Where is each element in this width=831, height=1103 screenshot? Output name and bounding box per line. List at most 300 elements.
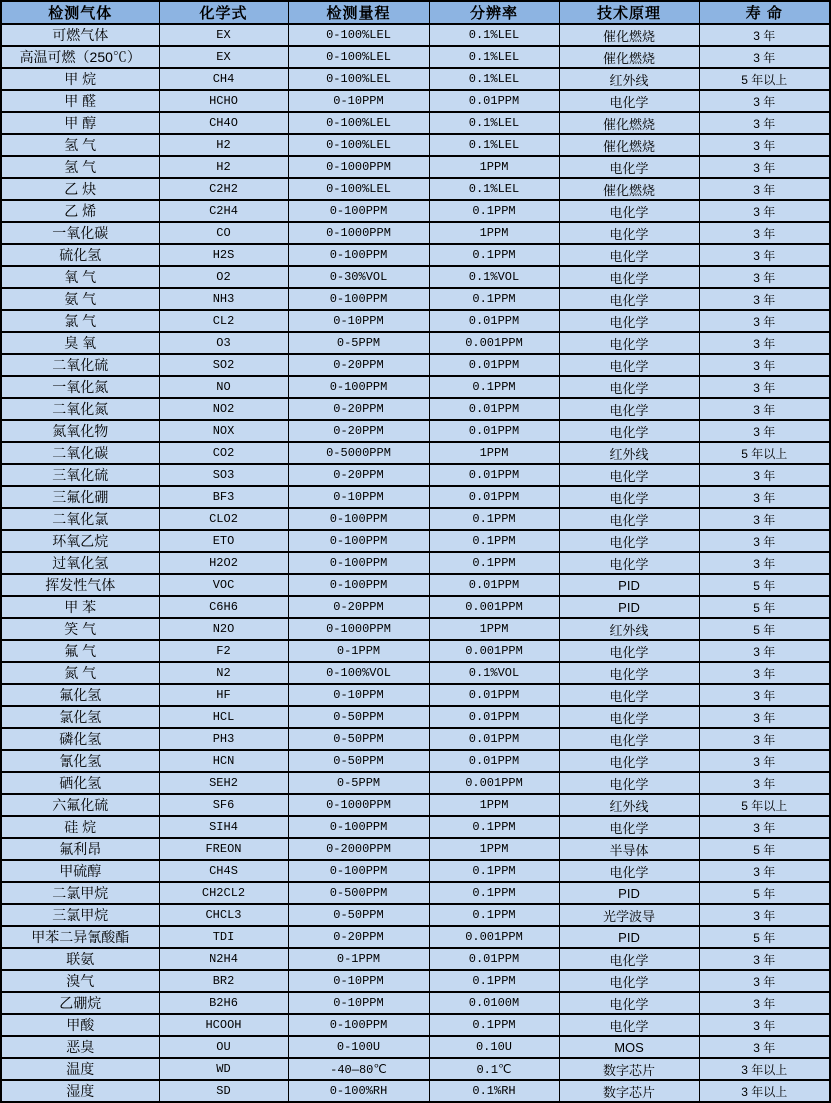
table-row xyxy=(1,838,830,860)
resolution-cell: 0.001PPM xyxy=(429,640,559,662)
lifespan-cell: 3 年 xyxy=(699,398,830,420)
gas-name-cell: 乙硼烷 xyxy=(1,992,159,1014)
resolution-cell: 0.01PPM xyxy=(429,948,559,970)
column-header-lifespan: 寿 命 xyxy=(699,1,830,24)
principle-cell: 催化燃烧 xyxy=(559,24,699,46)
range-cell: 0-50PPM xyxy=(288,904,429,926)
gas-name-cell: 恶臭 xyxy=(1,1036,159,1058)
formula-cell: EX xyxy=(159,46,288,68)
lifespan-cell: 3 年 xyxy=(699,24,830,46)
resolution-cell: 0.01PPM xyxy=(429,310,559,332)
table-row xyxy=(1,244,830,266)
range-cell: 0-5PPM xyxy=(288,332,429,354)
resolution-cell: 0.01PPM xyxy=(429,574,559,596)
gas-name-cell: 臭 氧 xyxy=(1,332,159,354)
lifespan-cell: 3 年 xyxy=(699,904,830,926)
formula-cell: CH4O xyxy=(159,112,288,134)
principle-cell: 光学波导 xyxy=(559,904,699,926)
table-row xyxy=(1,486,830,508)
formula-cell: N2 xyxy=(159,662,288,684)
gas-name-cell: 甲 苯 xyxy=(1,596,159,618)
gas-name-cell: 氯 气 xyxy=(1,310,159,332)
lifespan-cell: 5 年以上 xyxy=(699,68,830,90)
lifespan-cell: 3 年 xyxy=(699,816,830,838)
table-row xyxy=(1,904,830,926)
principle-cell: 红外线 xyxy=(559,442,699,464)
principle-cell: 电化学 xyxy=(559,420,699,442)
range-cell: 0-20PPM xyxy=(288,464,429,486)
table-row xyxy=(1,816,830,838)
gas-name-cell: 氟 气 xyxy=(1,640,159,662)
formula-cell: CH4 xyxy=(159,68,288,90)
table-row xyxy=(1,794,830,816)
formula-cell: N2O xyxy=(159,618,288,640)
lifespan-cell: 3 年 xyxy=(699,376,830,398)
principle-cell: 电化学 xyxy=(559,398,699,420)
formula-cell: H2 xyxy=(159,156,288,178)
formula-cell: NO2 xyxy=(159,398,288,420)
resolution-cell: 0.1PPM xyxy=(429,816,559,838)
formula-cell: WD xyxy=(159,1058,288,1080)
range-cell: 0-100%LEL xyxy=(288,46,429,68)
principle-cell: PID xyxy=(559,574,699,596)
range-cell: 0-100PPM xyxy=(288,530,429,552)
principle-cell: PID xyxy=(559,882,699,904)
gas-name-cell: 氢 气 xyxy=(1,134,159,156)
formula-cell: CL2 xyxy=(159,310,288,332)
table-row xyxy=(1,926,830,948)
principle-cell: 催化燃烧 xyxy=(559,134,699,156)
formula-cell: O3 xyxy=(159,332,288,354)
gas-name-cell: 氮 气 xyxy=(1,662,159,684)
table-row xyxy=(1,398,830,420)
lifespan-cell: 3 年以上 xyxy=(699,1058,830,1080)
lifespan-cell: 3 年 xyxy=(699,750,830,772)
resolution-cell: 0.01PPM xyxy=(429,486,559,508)
table-row xyxy=(1,420,830,442)
resolution-cell: 1PPM xyxy=(429,442,559,464)
range-cell: 0-20PPM xyxy=(288,926,429,948)
resolution-cell: 0.1PPM xyxy=(429,882,559,904)
gas-name-cell: 三氟化硼 xyxy=(1,486,159,508)
lifespan-cell: 3 年 xyxy=(699,332,830,354)
table-row xyxy=(1,750,830,772)
range-cell: 0-5PPM xyxy=(288,772,429,794)
principle-cell: 电化学 xyxy=(559,266,699,288)
gas-name-cell: 氰化氢 xyxy=(1,750,159,772)
formula-cell: C6H6 xyxy=(159,596,288,618)
gas-name-cell: 温度 xyxy=(1,1058,159,1080)
resolution-cell: 0.1PPM xyxy=(429,1014,559,1036)
table-row xyxy=(1,618,830,640)
lifespan-cell: 3 年 xyxy=(699,728,830,750)
formula-cell: BF3 xyxy=(159,486,288,508)
table-row xyxy=(1,332,830,354)
resolution-cell: 0.1PPM xyxy=(429,530,559,552)
gas-name-cell: 氯化氢 xyxy=(1,706,159,728)
range-cell: 0-10PPM xyxy=(288,684,429,706)
gas-name-cell: 氧 气 xyxy=(1,266,159,288)
table-body xyxy=(1,24,830,1102)
formula-cell: SO3 xyxy=(159,464,288,486)
formula-cell: CO xyxy=(159,222,288,244)
formula-cell: C2H2 xyxy=(159,178,288,200)
gas-name-cell: 一氧化碳 xyxy=(1,222,159,244)
principle-cell: 电化学 xyxy=(559,486,699,508)
lifespan-cell: 3 年 xyxy=(699,552,830,574)
principle-cell: 电化学 xyxy=(559,728,699,750)
range-cell: 0-2000PPM xyxy=(288,838,429,860)
formula-cell: HCN xyxy=(159,750,288,772)
formula-cell: PH3 xyxy=(159,728,288,750)
table-row xyxy=(1,992,830,1014)
principle-cell: 电化学 xyxy=(559,970,699,992)
lifespan-cell: 3 年 xyxy=(699,772,830,794)
range-cell: 0-10PPM xyxy=(288,486,429,508)
gas-name-cell: 二氯甲烷 xyxy=(1,882,159,904)
gas-name-cell: 一氧化氮 xyxy=(1,376,159,398)
resolution-cell: 0.1PPM xyxy=(429,508,559,530)
table-row xyxy=(1,662,830,684)
column-header-detection-range: 检测量程 xyxy=(288,1,429,24)
principle-cell: 电化学 xyxy=(559,640,699,662)
resolution-cell: 0.001PPM xyxy=(429,926,559,948)
lifespan-cell: 3 年 xyxy=(699,134,830,156)
principle-cell: 电化学 xyxy=(559,948,699,970)
table-row xyxy=(1,970,830,992)
gas-name-cell: 湿度 xyxy=(1,1080,159,1102)
formula-cell: NO xyxy=(159,376,288,398)
range-cell: 0-1000PPM xyxy=(288,156,429,178)
lifespan-cell: 3 年 xyxy=(699,90,830,112)
resolution-cell: 0.1%LEL xyxy=(429,24,559,46)
range-cell: 0-50PPM xyxy=(288,750,429,772)
table-row xyxy=(1,266,830,288)
principle-cell: 电化学 xyxy=(559,244,699,266)
range-cell: 0-100%LEL xyxy=(288,112,429,134)
lifespan-cell: 5 年以上 xyxy=(699,442,830,464)
gas-name-cell: 氟化氢 xyxy=(1,684,159,706)
gas-name-cell: 甲 醛 xyxy=(1,90,159,112)
lifespan-cell: 5 年 xyxy=(699,838,830,860)
header-row xyxy=(1,1,830,24)
resolution-cell: 0.1%LEL xyxy=(429,134,559,156)
principle-cell: 电化学 xyxy=(559,684,699,706)
formula-cell: ETO xyxy=(159,530,288,552)
principle-cell: 电化学 xyxy=(559,816,699,838)
range-cell: 0-20PPM xyxy=(288,596,429,618)
resolution-cell: 1PPM xyxy=(429,838,559,860)
range-cell: 0-1000PPM xyxy=(288,794,429,816)
formula-cell: SO2 xyxy=(159,354,288,376)
resolution-cell: 0.01PPM xyxy=(429,398,559,420)
table-row xyxy=(1,134,830,156)
gas-name-cell: 氨 气 xyxy=(1,288,159,310)
table-row xyxy=(1,156,830,178)
lifespan-cell: 3 年 xyxy=(699,156,830,178)
resolution-cell: 0.1%LEL xyxy=(429,112,559,134)
range-cell: 0-1000PPM xyxy=(288,222,429,244)
formula-cell: SF6 xyxy=(159,794,288,816)
resolution-cell: 0.1PPM xyxy=(429,376,559,398)
resolution-cell: 0.1%LEL xyxy=(429,68,559,90)
principle-cell: 催化燃烧 xyxy=(559,178,699,200)
lifespan-cell: 3 年 xyxy=(699,222,830,244)
table-row xyxy=(1,442,830,464)
formula-cell: HF xyxy=(159,684,288,706)
gas-name-cell: 环氧乙烷 xyxy=(1,530,159,552)
resolution-cell: 0.1%RH xyxy=(429,1080,559,1102)
gas-name-cell: 三氧化硫 xyxy=(1,464,159,486)
range-cell: 0-100PPM xyxy=(288,816,429,838)
resolution-cell: 1PPM xyxy=(429,222,559,244)
gas-name-cell: 溴气 xyxy=(1,970,159,992)
lifespan-cell: 3 年 xyxy=(699,860,830,882)
gas-name-cell: 硫化氢 xyxy=(1,244,159,266)
column-header-resolution: 分辨率 xyxy=(429,1,559,24)
resolution-cell: 0.10U xyxy=(429,1036,559,1058)
principle-cell: 数字芯片 xyxy=(559,1080,699,1102)
principle-cell: 催化燃烧 xyxy=(559,46,699,68)
lifespan-cell: 3 年 xyxy=(699,640,830,662)
gas-name-cell: 挥发性气体 xyxy=(1,574,159,596)
gas-name-cell: 甲酸 xyxy=(1,1014,159,1036)
lifespan-cell: 5 年 xyxy=(699,574,830,596)
gas-name-cell: 硒化氢 xyxy=(1,772,159,794)
gas-name-cell: 二氧化氮 xyxy=(1,398,159,420)
lifespan-cell: 3 年 xyxy=(699,112,830,134)
resolution-cell: 0.01PPM xyxy=(429,750,559,772)
table-row xyxy=(1,46,830,68)
gas-name-cell: 可燃气体 xyxy=(1,24,159,46)
lifespan-cell: 3 年以上 xyxy=(699,1080,830,1102)
lifespan-cell: 3 年 xyxy=(699,706,830,728)
principle-cell: 电化学 xyxy=(559,310,699,332)
range-cell: 0-100U xyxy=(288,1036,429,1058)
table-row xyxy=(1,640,830,662)
gas-name-cell: 六氟化硫 xyxy=(1,794,159,816)
gas-name-cell: 甲硫醇 xyxy=(1,860,159,882)
range-cell: 0-100PPM xyxy=(288,376,429,398)
formula-cell: C2H4 xyxy=(159,200,288,222)
table-row xyxy=(1,552,830,574)
range-cell: 0-100%LEL xyxy=(288,24,429,46)
table-row xyxy=(1,684,830,706)
formula-cell: HCHO xyxy=(159,90,288,112)
resolution-cell: 0.01PPM xyxy=(429,354,559,376)
resolution-cell: 0.001PPM xyxy=(429,772,559,794)
resolution-cell: 0.01PPM xyxy=(429,706,559,728)
range-cell: 0-100PPM xyxy=(288,1014,429,1036)
formula-cell: CO2 xyxy=(159,442,288,464)
table-row xyxy=(1,464,830,486)
gas-name-cell: 高温可燃（250℃） xyxy=(1,46,159,68)
range-cell: 0-10PPM xyxy=(288,970,429,992)
lifespan-cell: 3 年 xyxy=(699,200,830,222)
range-cell: 0-20PPM xyxy=(288,420,429,442)
formula-cell: SEH2 xyxy=(159,772,288,794)
principle-cell: 电化学 xyxy=(559,992,699,1014)
lifespan-cell: 3 年 xyxy=(699,310,830,332)
table-row xyxy=(1,178,830,200)
table-row xyxy=(1,948,830,970)
column-header-gas-name: 检测气体 xyxy=(1,1,159,24)
resolution-cell: 0.1PPM xyxy=(429,200,559,222)
principle-cell: MOS xyxy=(559,1036,699,1058)
formula-cell: BR2 xyxy=(159,970,288,992)
table-row xyxy=(1,1014,830,1036)
principle-cell: 电化学 xyxy=(559,464,699,486)
table-row xyxy=(1,112,830,134)
table-row xyxy=(1,728,830,750)
principle-cell: 电化学 xyxy=(559,288,699,310)
lifespan-cell: 5 年 xyxy=(699,596,830,618)
gas-name-cell: 二氧化硫 xyxy=(1,354,159,376)
range-cell: -40—80℃ xyxy=(288,1058,429,1080)
range-cell: 0-10PPM xyxy=(288,90,429,112)
resolution-cell: 0.1%VOL xyxy=(429,662,559,684)
table-row xyxy=(1,706,830,728)
table-row xyxy=(1,882,830,904)
range-cell: 0-20PPM xyxy=(288,354,429,376)
resolution-cell: 0.001PPM xyxy=(429,332,559,354)
lifespan-cell: 3 年 xyxy=(699,178,830,200)
range-cell: 0-100%VOL xyxy=(288,662,429,684)
table-row xyxy=(1,222,830,244)
gas-name-cell: 甲苯二异氰酸酯 xyxy=(1,926,159,948)
table-row xyxy=(1,200,830,222)
principle-cell: 电化学 xyxy=(559,200,699,222)
lifespan-cell: 3 年 xyxy=(699,992,830,1014)
formula-cell: NOX xyxy=(159,420,288,442)
range-cell: 0-20PPM xyxy=(288,398,429,420)
range-cell: 0-50PPM xyxy=(288,728,429,750)
table-row xyxy=(1,310,830,332)
resolution-cell: 0.1PPM xyxy=(429,244,559,266)
lifespan-cell: 3 年 xyxy=(699,684,830,706)
gas-name-cell: 三氯甲烷 xyxy=(1,904,159,926)
lifespan-cell: 3 年 xyxy=(699,948,830,970)
principle-cell: 电化学 xyxy=(559,376,699,398)
table-row xyxy=(1,1036,830,1058)
range-cell: 0-100PPM xyxy=(288,244,429,266)
resolution-cell: 0.1℃ xyxy=(429,1058,559,1080)
table-row xyxy=(1,376,830,398)
resolution-cell: 0.1PPM xyxy=(429,552,559,574)
range-cell: 0-100PPM xyxy=(288,860,429,882)
gas-name-cell: 联氨 xyxy=(1,948,159,970)
principle-cell: 数字芯片 xyxy=(559,1058,699,1080)
lifespan-cell: 3 年 xyxy=(699,464,830,486)
formula-cell: FREON xyxy=(159,838,288,860)
principle-cell: 红外线 xyxy=(559,794,699,816)
lifespan-cell: 3 年 xyxy=(699,530,830,552)
gas-name-cell: 笑 气 xyxy=(1,618,159,640)
range-cell: 0-5000PPM xyxy=(288,442,429,464)
lifespan-cell: 3 年 xyxy=(699,46,830,68)
range-cell: 0-100%LEL xyxy=(288,134,429,156)
resolution-cell: 0.001PPM xyxy=(429,596,559,618)
gas-name-cell: 硅 烷 xyxy=(1,816,159,838)
principle-cell: 电化学 xyxy=(559,156,699,178)
range-cell: 0-100PPM xyxy=(288,200,429,222)
range-cell: 0-100%RH xyxy=(288,1080,429,1102)
principle-cell: 催化燃烧 xyxy=(559,112,699,134)
principle-cell: PID xyxy=(559,596,699,618)
lifespan-cell: 5 年 xyxy=(699,926,830,948)
resolution-cell: 0.1PPM xyxy=(429,904,559,926)
table-row xyxy=(1,288,830,310)
table-row xyxy=(1,596,830,618)
table-row xyxy=(1,574,830,596)
resolution-cell: 0.1PPM xyxy=(429,860,559,882)
principle-cell: 电化学 xyxy=(559,508,699,530)
formula-cell: H2S xyxy=(159,244,288,266)
formula-cell: F2 xyxy=(159,640,288,662)
principle-cell: 电化学 xyxy=(559,222,699,244)
resolution-cell: 1PPM xyxy=(429,156,559,178)
resolution-cell: 0.1%LEL xyxy=(429,46,559,68)
range-cell: 0-30%VOL xyxy=(288,266,429,288)
lifespan-cell: 5 年 xyxy=(699,882,830,904)
formula-cell: CH4S xyxy=(159,860,288,882)
principle-cell: 电化学 xyxy=(559,662,699,684)
lifespan-cell: 3 年 xyxy=(699,244,830,266)
resolution-cell: 1PPM xyxy=(429,618,559,640)
gas-name-cell: 氟利昂 xyxy=(1,838,159,860)
lifespan-cell: 3 年 xyxy=(699,354,830,376)
table-row xyxy=(1,90,830,112)
lifespan-cell: 3 年 xyxy=(699,266,830,288)
table-row xyxy=(1,68,830,90)
principle-cell: 红外线 xyxy=(559,618,699,640)
table-row xyxy=(1,860,830,882)
principle-cell: 电化学 xyxy=(559,530,699,552)
principle-cell: 电化学 xyxy=(559,860,699,882)
range-cell: 0-1000PPM xyxy=(288,618,429,640)
range-cell: 0-100PPM xyxy=(288,288,429,310)
lifespan-cell: 5 年 xyxy=(699,618,830,640)
range-cell: 0-10PPM xyxy=(288,992,429,1014)
lifespan-cell: 3 年 xyxy=(699,486,830,508)
lifespan-cell: 3 年 xyxy=(699,970,830,992)
range-cell: 0-1PPM xyxy=(288,640,429,662)
formula-cell: TDI xyxy=(159,926,288,948)
table-row xyxy=(1,1058,830,1080)
resolution-cell: 0.01PPM xyxy=(429,420,559,442)
formula-cell: EX xyxy=(159,24,288,46)
gas-name-cell: 甲 烷 xyxy=(1,68,159,90)
lifespan-cell: 3 年 xyxy=(699,1036,830,1058)
range-cell: 0-500PPM xyxy=(288,882,429,904)
column-header-technology-principle: 技术原理 xyxy=(559,1,699,24)
formula-cell: B2H6 xyxy=(159,992,288,1014)
principle-cell: 电化学 xyxy=(559,90,699,112)
formula-cell: HCOOH xyxy=(159,1014,288,1036)
lifespan-cell: 3 年 xyxy=(699,420,830,442)
range-cell: 0-100%LEL xyxy=(288,68,429,90)
gas-name-cell: 过氧化氢 xyxy=(1,552,159,574)
gas-name-cell: 甲 醇 xyxy=(1,112,159,134)
formula-cell: CHCL3 xyxy=(159,904,288,926)
formula-cell: OU xyxy=(159,1036,288,1058)
range-cell: 0-1PPM xyxy=(288,948,429,970)
range-cell: 0-100%LEL xyxy=(288,178,429,200)
lifespan-cell: 3 年 xyxy=(699,288,830,310)
principle-cell: 电化学 xyxy=(559,772,699,794)
formula-cell: SD xyxy=(159,1080,288,1102)
formula-cell: SIH4 xyxy=(159,816,288,838)
